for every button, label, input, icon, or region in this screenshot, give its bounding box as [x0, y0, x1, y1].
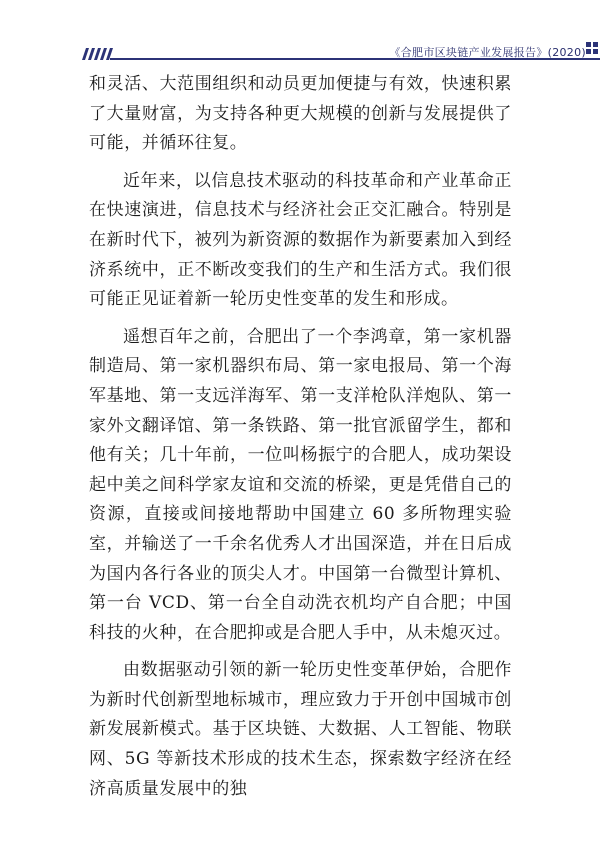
report-title: 《合肥市区块链产业发展报告》(2020)	[389, 46, 586, 59]
paragraph-4: 由数据驱动引领的新一轮历史性变革伊始，合肥作为新时代创新型地标城市，理应致力于开创中国城市创新发展新模式。基于区块链、大数据、人工智能、物联网、5G 等新技术形成的技术生态，探索数字经济在经济高质量发展中的独	[89, 660, 512, 799]
paragraph-3: 遥想百年之前，合肥出了一个李鸿章，第一家机器制造局、第一家机器织布局、第一家电报局、第一个海军基地、第一支远洋海军、第一支洋枪队洋炮队、第一家外文翻译馆、第一条铁路、第一批官派留学生，都和他有关；几十年前，一位叫杨振宁的合肥人，成功架设起中美之间科学家友谊和交流的桥梁，更是凭借自己的资源，直接或间接地帮助中国建立 60 多所物理实验室，并输送了一千余名优秀人才出国深造，并在日后成为国内各行各业的顶尖人才。中国第一台微型计算机、第一台 VCD、第一台全自动洗衣机均产自合肥；中国科技的火种，在合肥抑或是合肥人手中，从未熄灭过。	[89, 326, 512, 643]
page-header	[0, 0, 600, 60]
logo-icon	[586, 42, 598, 54]
paragraph-2: 近年来，以信息技术驱动的科技革命和产业革命正在快速演进，信息技术与经济社会正交汇融合。特别是在新时代下，被列为新资源的数据作为新要素加入到经济系统中，正不断改变我们的生产和生活方式。我们很可能正见证着新一轮历史性变革的发生和形成。	[89, 170, 512, 310]
body-text	[89, 70, 512, 812]
paragraph-1: 和灵活、大范围组织和动员更加便捷与有效，快速积累了大量财富，为支持各种更大规模的创新与发展提供了可能，并循环往复。	[89, 74, 512, 154]
